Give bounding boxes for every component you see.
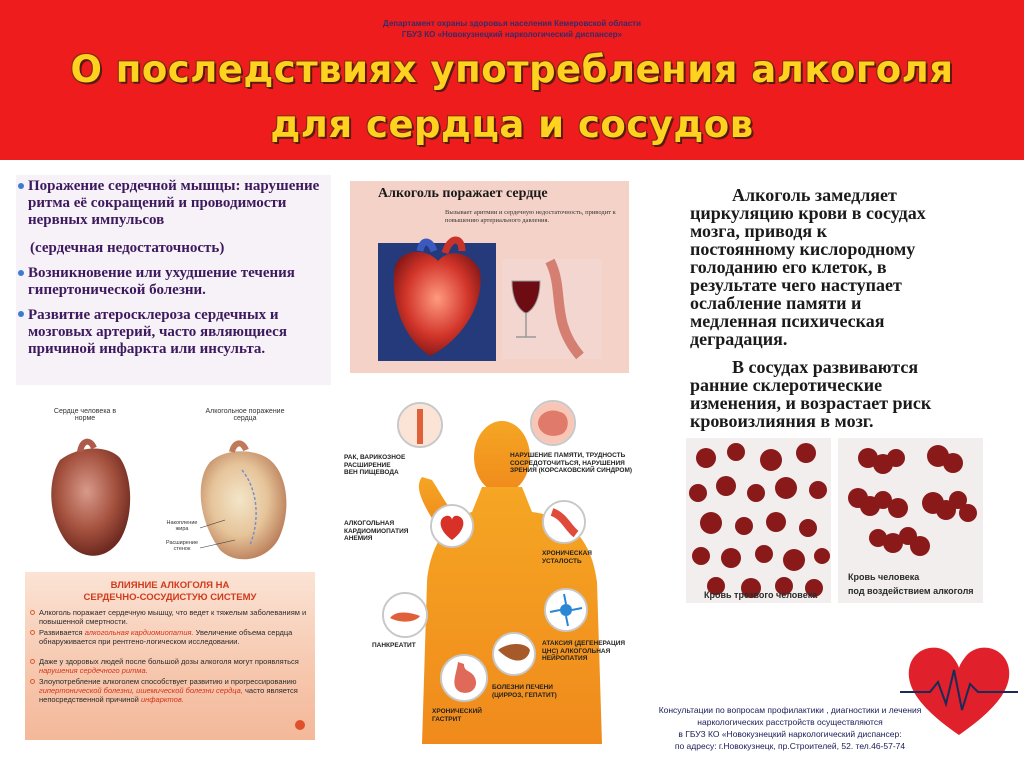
text-line: мозга, приводя к [690,221,827,241]
text-line: В сосудах развиваются [732,357,919,377]
hearts-comparison-image [20,400,325,570]
liver-icon [492,632,536,676]
bullet-icon [18,311,24,317]
liver-label: БОЛЕЗНИ ПЕЧЕНИ (ЦИРРОЗ, ГЕПАТИТ) [492,684,557,699]
text-line: ослабление памяти и [690,293,862,313]
pancreas-label: ПАНКРЕАТИТ [372,642,416,649]
info-item: Алкоголь поражает сердечную мышцу, что ведет к тяжелым заболеваниям и повышенной смертности. [39,608,307,626]
info-item: Развивается алкогольная кардиомиопатия. Увеличение объема сердца обнаруживается при рентгено-логическом исследовании. [39,628,293,646]
alcohol-blood-label-1: Кровь человека [848,572,920,582]
page-title-line2: для сердца и сосудов [270,103,754,146]
muscle-label: ХРОНИЧЕСКАЯ УСТАЛОСТЬ [542,550,592,565]
footer-line: Консультации по вопросам профилактики , диагностики и лечения [658,705,922,715]
text-line: деградация. [690,329,788,349]
bullet-item: Возникновение или ухудшение течения гипертонической болезни. [28,265,295,298]
bullet-item: Поражение сердечной мышцы: нарушение ритма её сокращений и проводимости нервных импульсов [28,178,320,228]
dispensary-line: ГБУЗ КО «Новокузнецкий наркологический диспансер» [401,30,623,39]
heart-icon [430,504,474,548]
bullet-icon [18,183,24,189]
alcohol-influence-box [25,572,315,740]
info-item: Злоупотребление алкоголем способствует развитию и прогрессированию гипертонической болезни, ишемической болезни сердца, часто является непосредственной причиной инфарктов. [39,677,298,704]
header-banner [0,0,1024,160]
walls-annotation: Расширение стенок [165,540,199,552]
footer-address: по адресу: г.Новокузнецк, пр.Строителей, 52. тел.46-57-74 [674,741,906,751]
consequences-list [16,175,331,385]
stomach-label: ХРОНИЧЕСКИЙ ГАСТРИТ [432,708,482,723]
circulation-paragraph [690,186,1010,348]
body-organs-diagram [342,392,642,744]
heart-wine-illustration [350,181,629,373]
fat-annotation: Накопление жира [166,520,198,532]
bullet-icon [30,630,35,635]
text-line: голоданию его клеток, в [690,257,887,277]
bullet-icon [30,610,35,615]
info-title-line1: ВЛИЯНИЕ АЛКОГОЛЯ НА [110,580,230,591]
text-line: медленная психическая [690,311,885,331]
alcohol-blood-image [838,438,983,603]
panel-subtitle: Вызывает аритмии и сердечную недостаточность, приводит к повышению артериального давления. [445,209,616,224]
nerve-cell-icon [544,588,588,632]
text-line: кровоизлияния в мозг. [690,411,874,431]
sober-blood-label: Кровь трезвого человека [704,590,818,600]
text-line: Алкоголь замедляет [732,185,897,205]
normal-heart-label: Сердце человека в норме [53,408,117,422]
esophagus-icon [397,402,443,448]
nerve-label: АТАКСИЯ (ДЕГЕНЕРАЦИЯ ЦНС) АЛКОГОЛЬНАЯ НЕЙРОПАТИЯ [542,640,626,662]
sober-blood-image [686,438,831,603]
blood-cells-separate [686,438,831,603]
text-line: постоянному кислородному [690,239,916,259]
text-line: циркуляцию крови в сосудах [690,203,926,223]
text-line: ранние склеротические [690,375,883,395]
page-title-line1: О последствиях употребления алкоголя [70,48,954,91]
brain-icon [530,400,576,446]
footer-line: наркологических расстройств осуществляются [697,717,883,727]
bullet-icon [30,679,35,684]
bullet-item-note: (сердечная недостаточность) [30,240,225,256]
alcohol-heart-panel [350,181,629,373]
brain-label: НАРУШЕНИЕ ПАМЯТИ, ТРУДНОСТЬ СОСРЕДОТОЧИТЬСЯ, НАРУШЕНИЯ ЗРЕНИЯ (КОРСАКОВСКИЙ СИНДРОМ) [510,452,633,474]
footer-line: в ГБУЗ КО «Новокузнецкий наркологический диспансер: [678,729,902,739]
esophagus-label: РАК, ВАРИКОЗНОЕ РАСШИРЕНИЕ ВЕН ПИЩЕВОДА [344,454,406,476]
text-line: изменения, и возрастает риск [690,393,932,413]
alcohol-heart-label: Алкогольное поражение сердца [205,408,285,422]
text-line: результате чего наступает [690,275,902,295]
bullet-icon [18,270,24,276]
info-item: Даже у здоровых людей после большой дозы алкоголя могут проявляться нарушения сердечного ритма. [39,657,299,675]
muscle-icon [542,500,586,544]
bullet-icon [30,659,35,664]
pancreas-icon [382,592,428,638]
department-line: Департамент охраны здоровья населения Кемеровской области [383,19,641,28]
decor-dot [295,720,305,730]
vessels-paragraph [690,358,1010,430]
stomach-icon [440,654,488,702]
info-title-line2: СЕРДЕЧНО-СОСУДИСТУЮ СИСТЕМУ [83,592,257,603]
alcohol-blood-label-2: под воздействием алкоголя [848,586,974,596]
heart-label: АЛКОГОЛЬНАЯ КАРДИОМИОПАТИЯ АНЕМИЯ [344,520,409,542]
bullet-item: Развитие атеросклероза сердечных и мозговых артерий, часто являющиеся причиной инфаркта или инсульта. [28,307,287,357]
panel-title: Алкоголь поражает сердце [378,186,548,201]
